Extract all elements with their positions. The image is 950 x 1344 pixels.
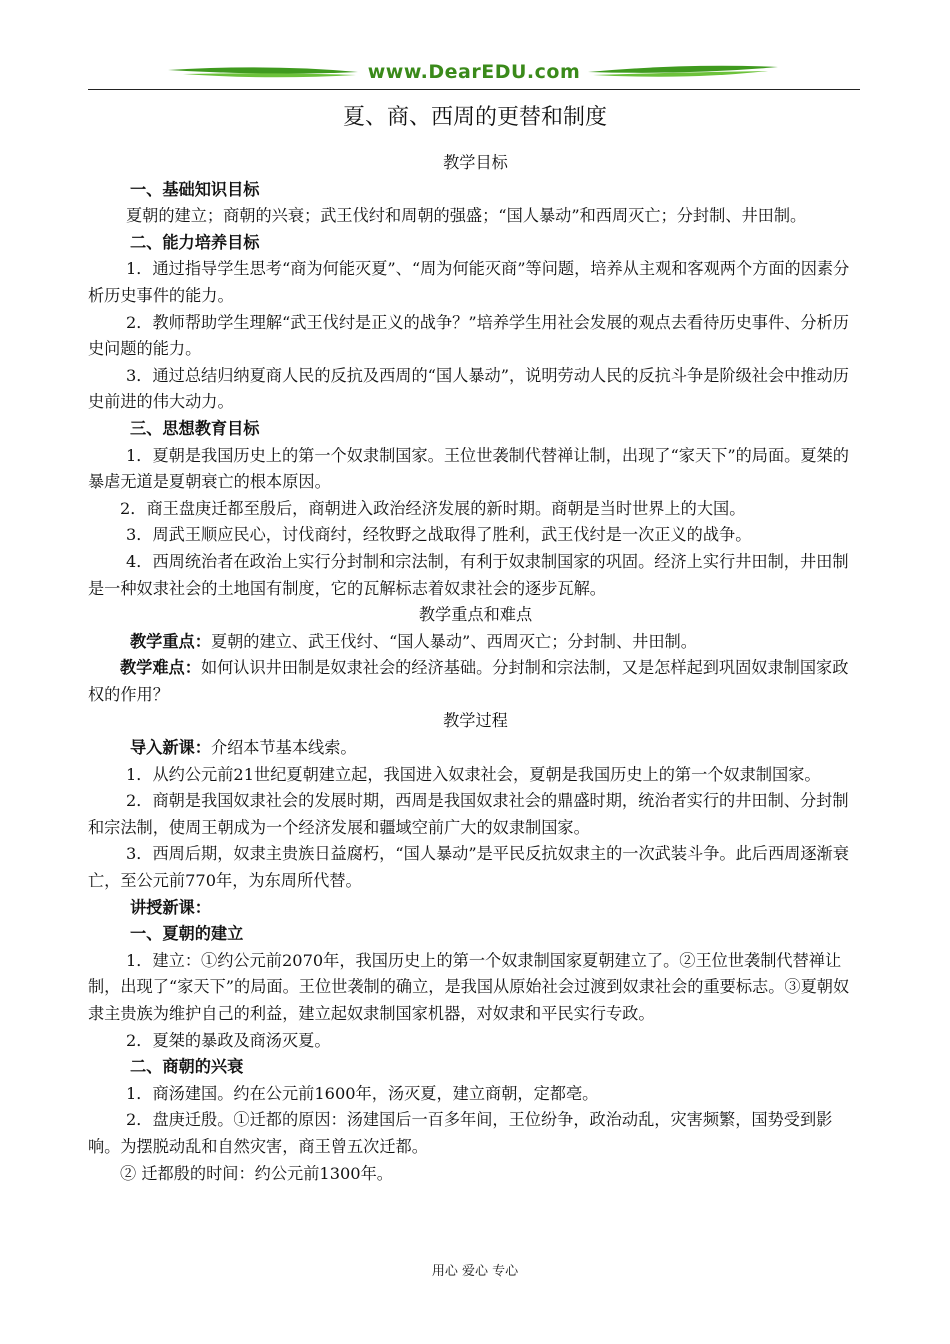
process-heading: 教学过程 [443,711,508,731]
key-label: 教学重点： [130,631,211,651]
teach-label: 讲授新课： [130,897,211,917]
paragraph: 3．通过总结归纳夏商人民的反抗及西周的“国人暴动”，说明劳动人民的反抗斗争是阶级社会中推动历史前进的伟大动力。 [88,365,849,412]
paragraph: 2．商王盘庚迁都至殷后，商朝进入政治经济发展的新时期。商朝是当时世界上的大国。 [120,498,746,518]
paragraph: 4．西周统治者在政治上实行分封制和宗法制，有利于奴隶制国家的巩固。经济上实行井田制，井田制是一种奴隶社会的土地国有制度，它的瓦解标志着奴隶社会的逐步瓦解。 [88,551,849,598]
difficulty-text: 如何认识井田制是奴隶社会的经济基础。分封制和宗法制，又是怎样起到巩固奴隶制国家政权的作用？ [88,658,849,704]
paragraph: 1．通过指导学生思考“商为何能灭夏”、“周为何能灭商”等问题，培养从主观和客观两个方面的因素分析历史事件的能力。 [88,259,850,305]
paragraph: ② 迁都殷的时间：约公元前1300年。 [120,1163,393,1183]
paragraph: 1．商汤建国。约在公元前1600年，汤灭夏，建立商朝，定都亳。 [126,1083,599,1103]
paragraph: 3．西周后期，奴隶主贵族日益腐朽，“国人暴动”是平民反抗奴隶主的一次武装斗争。此后西周逐渐衰亡，至公元前770年，为东周所代替。 [88,844,849,891]
page-title: 夏、商、西周的更替和制度 [342,105,607,130]
paragraph: 3．周武王顺应民心，讨伐商纣，经牧野之战取得了胜利，武王伐纣是一次正义的战争。 [126,525,752,545]
section-heading: 二、商朝的兴衰 [130,1057,244,1077]
intro-text: 介绍本节基本线索。 [210,738,357,758]
paragraph: 2．盘庚迁殷。①迁都的原因：汤建国后一百多年间，王位纷争，政治动乱，灾害频繁，国势受到影响。为摆脱动乱和自然灾害，商王曾五次迁都。 [88,1110,833,1156]
section-heading: 一、夏朝的建立 [130,924,244,944]
document-body [88,150,863,1187]
site-brand: www.DearEDU.com [367,61,581,83]
intro-label: 导入新课： [130,738,211,758]
paragraph: 1．从约公元前21世纪夏朝建立起，我国进入奴隶社会，夏朝是我国历史上的第一个奴隶制国家。 [126,764,821,784]
key-text: 夏朝的建立、武王伐纣、“国人暴动”、西周灭亡；分封制、井田制。 [210,631,697,651]
paragraph: 1．夏朝是我国历史上的第一个奴隶制国家。王位世袭制代替禅让制，出现了“家天下”的局面。夏桀的暴虐无道是夏朝衰亡的根本原因。 [88,445,849,492]
header-rule [88,89,860,90]
objectives-heading: 教学目标 [443,153,508,172]
paragraph: 2．教师帮助学生理解“武王伐纣是正义的战争？”培养学生用社会发展的观点去看待历史事件、分析历史问题的能力。 [88,312,849,359]
paragraph: 1．建立：①约公元前2070年，我国历史上的第一个奴隶制国家夏朝建立了。②王位世袭制代替禅让制，出现了“家天下”的局面。王位世袭制的确立，是我国从原始社会过渡到奴隶社会的重要标志。③夏朝奴隶主贵族为维护自己的利益，建立起奴隶制国家机器，对奴隶和平民实行专政。 [88,950,850,1023]
section-heading: 二、能力培养目标 [130,232,260,252]
difficulty-label: 教学难点： [120,658,201,678]
site-header-banner [88,58,860,90]
section-heading: 三、思想教育目标 [130,418,260,438]
page-footer: 用心 爱心 专心 [431,1264,519,1279]
key-points-heading: 教学重点和难点 [418,605,533,625]
paragraph: 2．商朝是我国奴隶社会的发展时期，西周是我国奴隶社会的鼎盛时期，统治者实行的井田制、分封制和宗法制，使周王朝成为一个经济发展和疆域空前广大的奴隶制国家。 [88,791,849,837]
paragraph: 夏朝的建立；商朝的兴衰；武王伐纣和周朝的强盛；“国人暴动”和西周灭亡；分封制、井田制。 [126,206,807,226]
section-heading: 一、基础知识目标 [130,179,260,199]
paragraph: 2．夏桀的暴政及商汤灭夏。 [126,1030,331,1050]
